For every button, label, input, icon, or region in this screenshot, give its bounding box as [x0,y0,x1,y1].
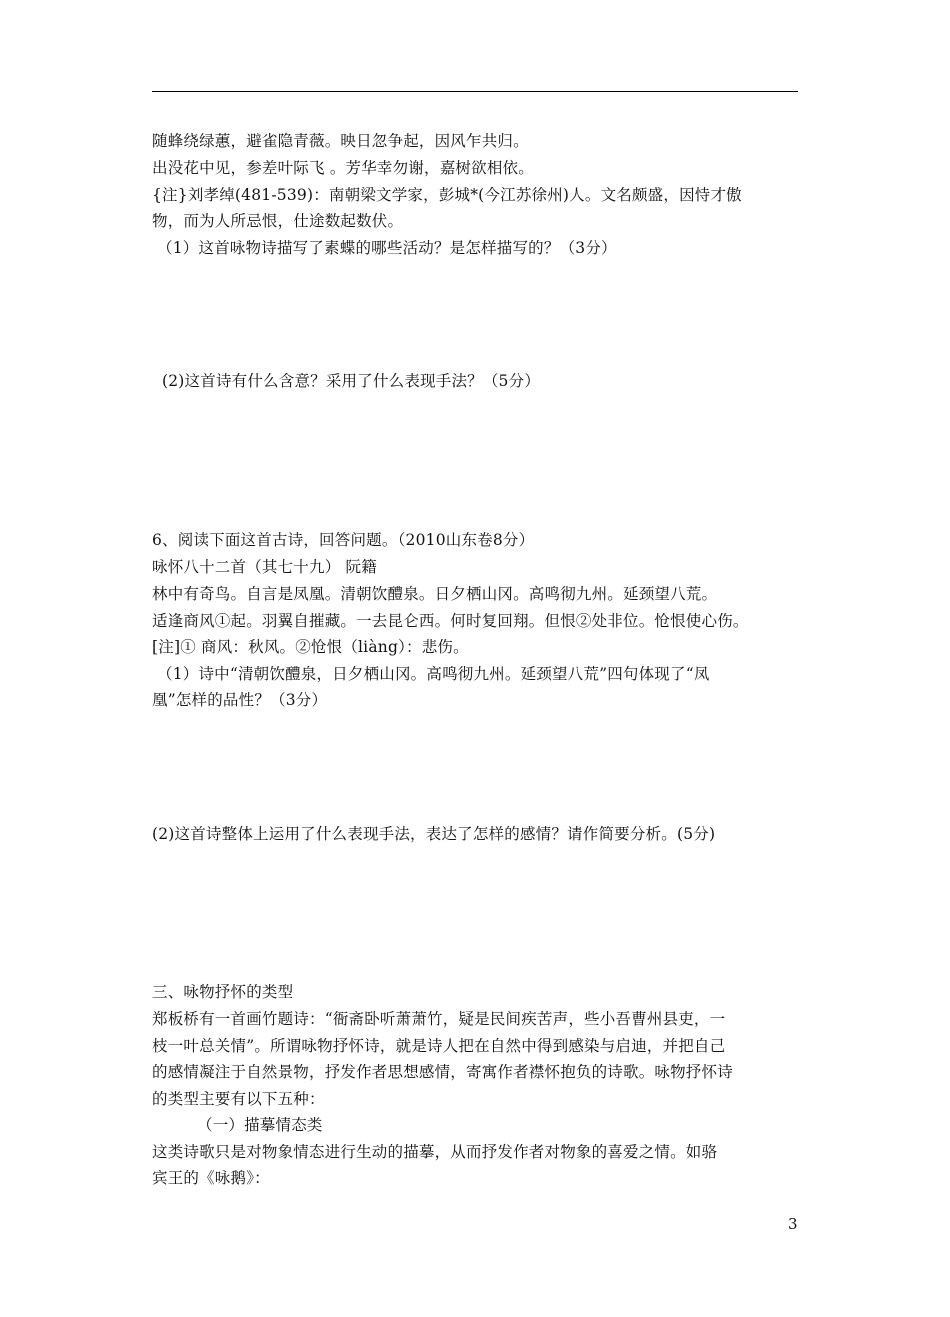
page-number: 3 [788,1215,798,1233]
poem-line-1: 随蜂绕绿蕙，避雀隐青薇。映日忽争起，因风乍共归。 [152,132,529,150]
question-1: （1）这首咏物诗描写了素蝶的哪些活动？是怎样描写的？（3分） [157,239,617,257]
poem-text-line-2: 适逢商风①起。羽翼自摧藏。一去昆仑西。何时复回翔。但恨②处非位。怆恨使心伤。 [152,612,749,630]
poem-note-line-1: {注}刘孝绰(481-539)：南朝梁文学家，彭城*(今江苏徐州)人。文名颇盛，因恃才傲 [152,186,742,204]
question-2: (2)这首诗有什么含意？采用了什么表现手法？（5分） [162,372,541,390]
paragraph-2-line-2: 宾王的《咏鹅》： [152,1169,270,1187]
header-rule [152,91,798,92]
section-6-question-1-line-2: 凰”怎样的品性？（3分） [152,691,328,709]
poem-note-line-2: 物，而为人所忌恨，仕途数起数伏。 [152,212,404,230]
paragraph-line-2: 枝一叶总关情”。所谓咏物抒怀诗，就是诗人把在自然中得到感染与启迪，并把自己 [152,1037,726,1055]
poem-note: [注]① 商风：秋风。②怆恨（liàng）：悲伤。 [152,638,469,656]
section-6-question-1-line-1: （1）诗中“清朝饮醴泉，日夕栖山冈。高鸣彻九州。延颈望八荒”四句体现了“凤 [157,665,710,683]
paragraph-line-4: 的类型主要有以下五种： [152,1090,325,1108]
poem-line-2: 出没花中见，参差叶际飞 。芳华幸勿谢，嘉树欲相依。 [152,159,534,177]
paragraph-2-line-1: 这类诗歌只是对物象情态进行生动的描摹，从而抒发作者对物象的喜爱之情。如骆 [152,1143,718,1161]
section-6-question-2: (2)这首诗整体上运用了什么表现手法，表达了怎样的感情？请作简要分析。(5分) [152,825,716,843]
poem-text-line-1: 林中有奇鸟。自言是凤凰。清朝饮醴泉。日夕栖山冈。高鸣彻九州。延颈望八荒。 [152,585,718,603]
poem-title: 咏怀八十二首（其七十九） 阮籍 [152,558,377,576]
sub-heading: （一）描摹情态类 [197,1116,323,1134]
section-3-heading: 三、咏物抒怀的类型 [152,983,294,1001]
section-6-heading: 6、阅读下面这首古诗，回答问题。（2010山东卷8分） [152,531,535,549]
paragraph-line-1: 郑板桥有一首画竹题诗：“衙斋卧听萧萧竹，疑是民间疾苦声，些小吾曹州县吏，一 [152,1010,726,1028]
paragraph-line-3: 的感情凝注于自然景物，抒发作者思想感情，寄寓作者襟怀抱负的诗歌。咏物抒怀诗 [152,1063,733,1081]
